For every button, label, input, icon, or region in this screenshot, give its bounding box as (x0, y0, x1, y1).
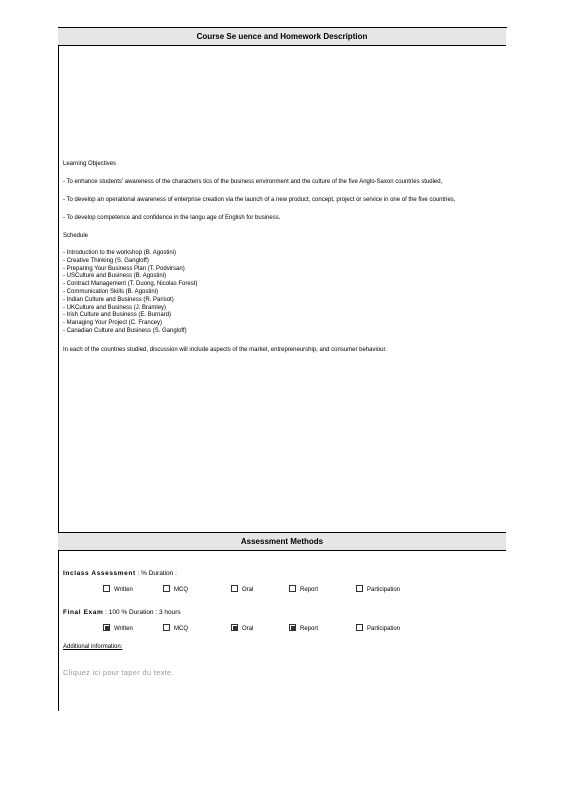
schedule-heading: Schedule (63, 233, 89, 239)
checkbox-icon[interactable] (356, 585, 363, 592)
additional-information-label: Additional information: (63, 644, 123, 650)
assessment-methods-header: Assessment Methods (58, 532, 506, 551)
inclass-mcq-option[interactable]: MCQ (163, 585, 188, 593)
list-item: - UKCulture and Business (J. Bramley) (63, 304, 167, 311)
list-item: - Preparing Your Business Plan (T. Podvirsan) (63, 265, 185, 272)
final-options (63, 624, 498, 634)
learning-objectives-heading: Learning Objectives (63, 161, 117, 167)
list-item: - Creative Thinking (S. Gangloff) (63, 257, 149, 264)
checkbox-icon[interactable] (163, 585, 170, 592)
final-report-option[interactable]: Report (289, 624, 318, 632)
schedule-list (63, 250, 498, 336)
inclass-assessment-details: : % Duration : (135, 570, 177, 577)
text-placeholder-field[interactable]: Cliquez ici pour taper du texte. (63, 668, 174, 677)
objective-1: - To enhance students' awareness of the characteris tics of the business environment and the culture of the five Anglo-Saxon countries studied, (63, 179, 443, 185)
final-participation-option[interactable]: Participation (356, 624, 400, 632)
checkbox-checked-icon[interactable] (231, 624, 238, 631)
inclass-assessment-label: Inclass Assessment (63, 570, 136, 577)
final-exam-row (63, 609, 498, 616)
checkbox-icon[interactable] (289, 585, 296, 592)
checkbox-icon[interactable] (163, 624, 170, 631)
final-mcq-option[interactable]: MCQ (163, 624, 188, 632)
list-item: - USCulture and Business (B. Agostini) (63, 273, 167, 280)
final-written-option[interactable]: Written (103, 624, 133, 632)
inclass-participation-option[interactable]: Participation (356, 585, 400, 593)
checkbox-checked-icon[interactable] (103, 624, 110, 631)
checkbox-icon[interactable] (103, 585, 110, 592)
inclass-options (63, 585, 498, 595)
objective-2: - To develop an operational awareness of enterprise creation via the launch of a new product, concept, project or service in one of the five countries, (63, 197, 456, 203)
list-item: - Irish Culture and Business (E. Burnard) (63, 312, 172, 319)
list-item: - Indian Culture and Business (R. Parisot) (63, 296, 174, 303)
schedule-summary: In each of the countries studied, discussion will include aspects of the market, entrepreneurship, and consumer behaviour. (63, 346, 387, 353)
final-exam-details: : 100 % Duration : 3 hours (103, 609, 181, 616)
checkbox-checked-icon[interactable] (289, 624, 296, 631)
checkbox-icon[interactable] (231, 585, 238, 592)
list-item: - Managing Your Project (C. Francey) (63, 320, 163, 327)
list-item: - Canadian Culture and Business (S. Gangloff) (63, 327, 187, 334)
list-item: - Contract Management (T. Duong, Nicolas Forest) (63, 281, 198, 288)
assessment-section (63, 570, 498, 677)
inclass-written-option[interactable]: Written (103, 585, 133, 593)
objective-3: - To develop competence and confidence in the langu age of English for business. (63, 215, 281, 221)
checkbox-icon[interactable] (356, 624, 363, 631)
list-item: - Communication Skills (B. Agostini) (63, 288, 159, 295)
inclass-assessment-row (63, 570, 498, 577)
inclass-report-option[interactable]: Report (289, 585, 318, 593)
final-exam-label: Final Exam (63, 609, 104, 616)
final-oral-option[interactable]: Oral (231, 624, 253, 632)
list-item: - Introduction to the workshop (B. Agostini) (63, 250, 177, 256)
course-content (63, 160, 498, 354)
course-sequence-header: Course Se uence and Homework Description (58, 27, 506, 46)
inclass-oral-option[interactable]: Oral (231, 585, 253, 593)
